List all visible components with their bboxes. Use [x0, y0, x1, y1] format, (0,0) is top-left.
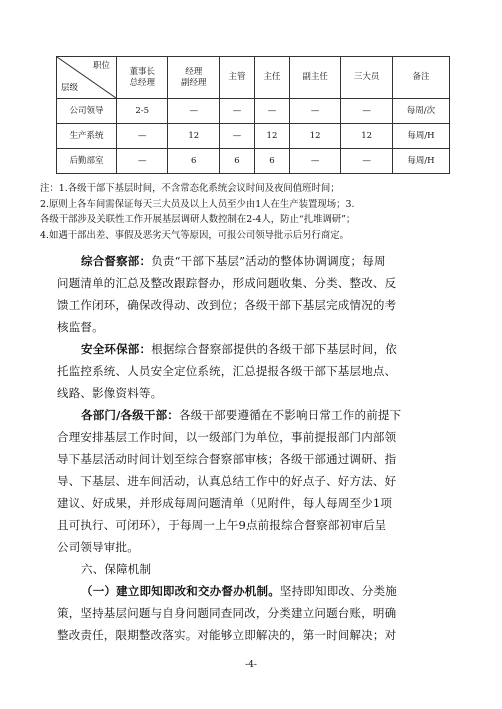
- paragraph-line: 安全环保部：根据综合督察部提供的各级干部下基层时间，依: [81, 342, 397, 356]
- table-cell: 12: [168, 124, 219, 149]
- table-corner-cell: [57, 57, 117, 99]
- note-line: 2.原则上各车间需保证每天三大员及以上人员至少由1人在生产装置现场；3.: [40, 198, 355, 210]
- table-cell: 每周/次: [392, 99, 449, 124]
- table-cell: 每周/H: [392, 149, 449, 174]
- row-label: 后勤部室: [57, 149, 117, 174]
- header-three-staff: 三大员: [341, 57, 392, 99]
- paragraph-line: 整改责任，限期整改落实。对能够立即解决的，第一时间解决；对: [57, 628, 397, 642]
- table-cell: —: [254, 99, 289, 124]
- section-heading: [57, 558, 445, 580]
- page-number: -4-: [245, 660, 257, 670]
- note-line: 各级干部涉及关联性工作开展基层调研人数控制在2-4人，防止“扎堆调研”；: [40, 214, 356, 225]
- header-deputy-director: 副主任: [289, 57, 340, 99]
- corner-bottom-label: 层级: [61, 83, 79, 94]
- paragraph-line: 线路、影像资料等。: [57, 386, 163, 400]
- paragraph-line: 问题清单的汇总及整改跟踪督办，形成问题收集、分类、整改、反: [57, 276, 397, 290]
- table-cell: 2-5: [117, 99, 168, 124]
- header-supervisor: 主管: [219, 57, 254, 99]
- paragraph-line: 核监督。: [57, 320, 104, 334]
- table-row: [57, 124, 450, 149]
- table-cell: —: [168, 99, 219, 124]
- header-director: 主任: [254, 57, 289, 99]
- paragraph-line: 策，坚持基层问题与自身问题同查同改，分类建立问题台账，明确: [57, 606, 397, 620]
- note-line: 4.如遇干部出差、事假及恶劣天气等原因，可报公司领导批示后另行商定。: [40, 229, 349, 241]
- paragraph-line: 导下基层活动时间计划至综合督察部审核；各级干部通过调研、指: [57, 452, 397, 466]
- table-row: [57, 149, 450, 174]
- header-chairman: 董事长 总经理: [117, 57, 168, 99]
- header-manager: 经理 副经理: [168, 57, 219, 99]
- table-row: [57, 99, 450, 124]
- header-remarks: 备注: [392, 57, 449, 99]
- corner-top-label: 职位: [92, 61, 110, 71]
- paragraph-line: 托监控系统、人员安全定位系统，汇总提报各级干部下基层地点、: [57, 364, 397, 378]
- section-title: 六、保障机制: [81, 562, 152, 576]
- table-cell: 12: [341, 124, 392, 149]
- table-cell: 6: [168, 149, 219, 174]
- table-cell: 6: [219, 149, 254, 174]
- paragraph-line: 建议、好成果，并形成每周问题清单（见附件，每人每周至少1项: [57, 496, 393, 510]
- paragraph-safety-dept: [57, 338, 445, 404]
- paragraph-heading: 综合督察部：: [81, 254, 152, 268]
- paragraph-line: 综合督察部：负责“干部下基层”活动的整体协调调度；每周: [81, 254, 386, 268]
- paragraph-line: （一）建立即知即改和交办督办机制。坚持即知即改、分类施: [81, 584, 397, 598]
- paragraph-inspection-dept: [57, 250, 445, 338]
- row-label: 公司领导: [57, 99, 117, 124]
- table-cell: —: [289, 99, 340, 124]
- table-notes: [40, 181, 460, 243]
- table-cell: 12: [254, 124, 289, 149]
- table-header-row: [57, 57, 450, 99]
- table-cell: —: [289, 149, 340, 174]
- table-cell: 12: [289, 124, 340, 149]
- note-line: 注：1.各级干部下基层时间，不含常态化系统会议时间及夜间值班时间；: [40, 183, 340, 194]
- table-cell: —: [117, 124, 168, 149]
- cadre-schedule-table: [56, 56, 450, 174]
- paragraph-line: 导、下基层、进车间活动，认真总结工作中的好点子、好方法、好: [57, 474, 397, 488]
- table-cell: —: [117, 149, 168, 174]
- table-cell: —: [219, 124, 254, 149]
- paragraph-heading: （一）建立即知即改和交办督办机制。: [81, 584, 280, 598]
- paragraph-line: 合理安排基层工作时间，以一级部门为单位，事前提报部门内部领: [57, 430, 397, 444]
- paragraph-heading: 安全环保部：: [81, 342, 152, 356]
- row-label: 生产系统: [57, 124, 117, 149]
- table-cell: —: [341, 149, 392, 174]
- paragraph-departments: [57, 404, 445, 558]
- paragraph-heading: 各部门/各级干部：: [81, 408, 179, 422]
- table-cell: —: [219, 99, 254, 124]
- paragraph-line: 各部门/各级干部：各级干部要遵循在不影响日常工作的前提下: [81, 408, 402, 422]
- paragraph-line: 公司领导审批。: [57, 540, 139, 554]
- table-cell: —: [341, 99, 392, 124]
- table-cell: 每周/H: [392, 124, 449, 149]
- paragraph-line: 且可执行、可闭环），于每周一上午9点前报综合督察部初审后呈: [57, 518, 387, 532]
- paragraph-mechanism: [57, 580, 445, 646]
- paragraph-line: 馈工作闭环，确保改得动、改到位；各级干部下基层完成情况的考: [57, 298, 397, 312]
- table-cell: 6: [254, 149, 289, 174]
